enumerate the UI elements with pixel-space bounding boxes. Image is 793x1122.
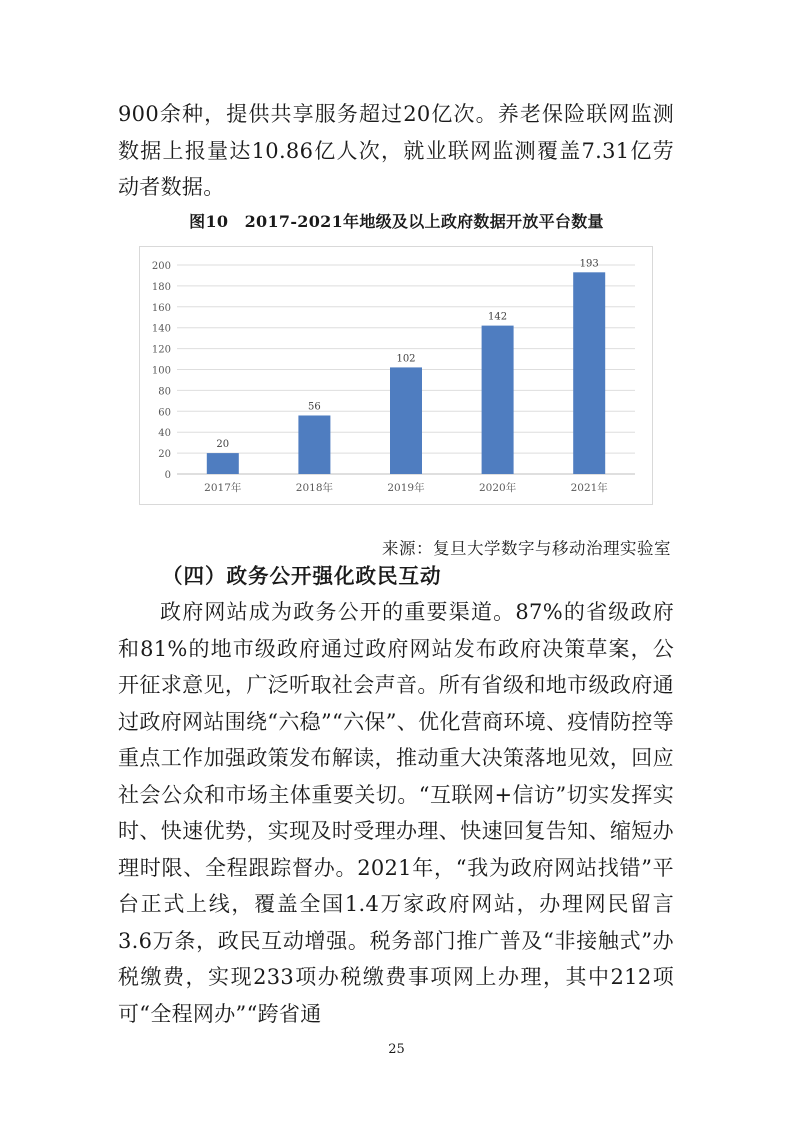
bar-value-label: 142	[488, 311, 508, 323]
bar	[390, 367, 422, 474]
bar	[298, 415, 330, 474]
bar-value-label: 102	[396, 353, 416, 365]
section-heading: （四）政务公开强化政民互动	[162, 564, 442, 588]
figure-source: 来源：复旦大学数字与移动治理实验室	[382, 539, 671, 558]
y-tick-label: 60	[158, 407, 171, 419]
x-tick-label: 2018年	[295, 482, 334, 494]
y-tick-label: 200	[151, 261, 171, 272]
y-tick-label: 120	[151, 344, 171, 356]
x-tick-label: 2021年	[570, 482, 608, 494]
bar-value-label: 56	[308, 401, 321, 413]
y-tick-label: 100	[151, 365, 171, 377]
intro-paragraph: 900余种，提供共享服务超过20亿次。养老保险联网监测数据上报量达10.86亿人次，就业联网监测覆盖7.31亿劳动者数据。	[118, 102, 674, 199]
y-tick-label: 20	[158, 449, 171, 461]
y-tick-label: 40	[158, 428, 171, 440]
bar	[207, 453, 239, 474]
bar	[573, 272, 605, 474]
page-number: 25	[388, 1042, 405, 1057]
bar-chart-svg	[140, 247, 652, 504]
y-tick-label: 180	[151, 281, 171, 293]
x-tick-label: 2019年	[387, 482, 425, 494]
x-tick-label: 2017年	[204, 482, 242, 494]
bar-value-label: 20	[216, 439, 230, 451]
bar	[482, 326, 514, 474]
y-tick-label: 160	[151, 302, 171, 314]
y-tick-label: 0	[164, 470, 171, 481]
section-paragraph: 政府网站成为政务公开的重要渠道。87%的省级政府和81%的地市级政府通过政府网站发布政府决策草案，公开征求意见，广泛听取社会声音。所有省级和地市级政府通过政府网站围绕“六稳”“六保”、优化营商环境、疫情防控等重点工作加强政策发布解读，推动重大决策落地见效，回应社会公众和市场主体重要关切。“互联网+信访”切实发挥实时、快速优势，实现及时受理办理、快速回复告知、缩短办理时限、全程跟踪督办。2021年，“我为政府网站找错”平台正式上线，覆盖全国1.4万家政府网站，办理网民留言3.6万条，政民互动增强。税务部门推广普及“非接触式”办税缴费，实现233项办税缴费事项网上办理，其中212项可“全程网办”“跨省通	[118, 600, 674, 1026]
y-tick-label: 140	[151, 323, 171, 335]
y-tick-label: 80	[158, 386, 171, 398]
figure-caption: 图10 2017-2021年地级及以上政府数据开放平台数量	[189, 212, 604, 231]
x-tick-label: 2020年	[478, 482, 517, 494]
bar-chart	[139, 246, 653, 505]
bar-value-label: 193	[579, 258, 599, 270]
